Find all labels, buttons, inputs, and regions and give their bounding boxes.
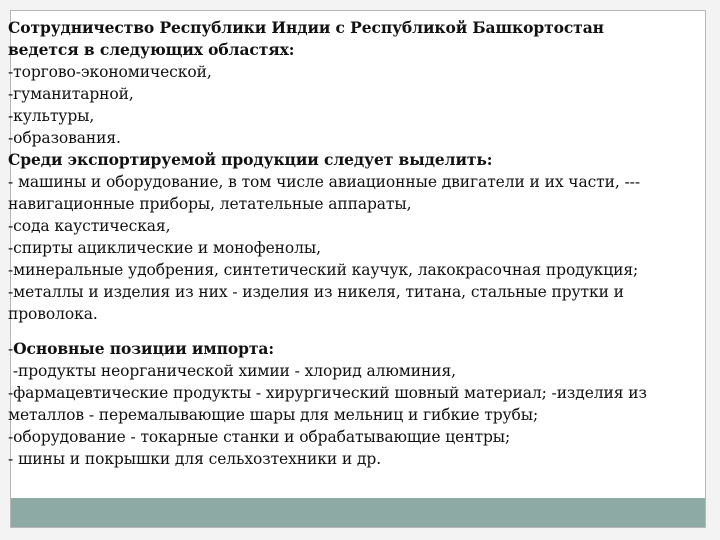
section1-item: -торгово-экономической, <box>8 63 212 81</box>
section1-heading-line2: ведется в следующих областях: <box>8 40 295 59</box>
section2-heading: Среди экспортируемой продукции следует выделить: <box>8 150 493 169</box>
section1-heading-line1: Сотрудничество Республики Индии с Республикой Башкортостан <box>8 18 604 37</box>
section3-item: металлов - перемалывающие шары для мельниц и гибкие трубы; <box>8 406 539 424</box>
section2-item: проволока. <box>8 305 98 323</box>
section3-item: - шины и покрышки для сельхозтехники и др. <box>8 450 382 468</box>
section2-item: навигационные приборы, летательные аппараты, <box>8 195 412 213</box>
section3-heading-prefix: - <box>8 340 14 358</box>
section1-item: -гуманитарной, <box>8 85 134 103</box>
section2-item: -металлы и изделия из них - изделия из никеля, титана, стальные прутки и <box>8 283 624 301</box>
section1-item: -образования. <box>8 129 121 147</box>
section2-item: - машины и оборудование, в том числе авиационные двигатели и их части, --- <box>8 173 640 191</box>
section3-item: -продукты неорганической химии - хлорид алюминия, <box>8 362 456 380</box>
section2-item: -спирты ациклические и монофенолы, <box>8 239 321 257</box>
section2-item: -сода каустическая, <box>8 217 171 235</box>
section3-item: -фармацевтические продукты - хирургический шовный материал; -изделия из <box>8 384 647 402</box>
section1-item: -культуры, <box>8 107 95 125</box>
section3-heading-text: Основные позиции импорта: <box>13 339 274 358</box>
footer-accent-bar <box>11 498 705 527</box>
section-spacer <box>8 325 686 338</box>
section3-item: -оборудование - токарные станки и обрабатывающие центры; <box>8 428 511 446</box>
section2-item: -минеральные удобрения, синтетический каучук, лакокрасочная продукция; <box>8 261 639 279</box>
slide-content <box>8 17 686 470</box>
section3-heading <box>8 338 686 360</box>
